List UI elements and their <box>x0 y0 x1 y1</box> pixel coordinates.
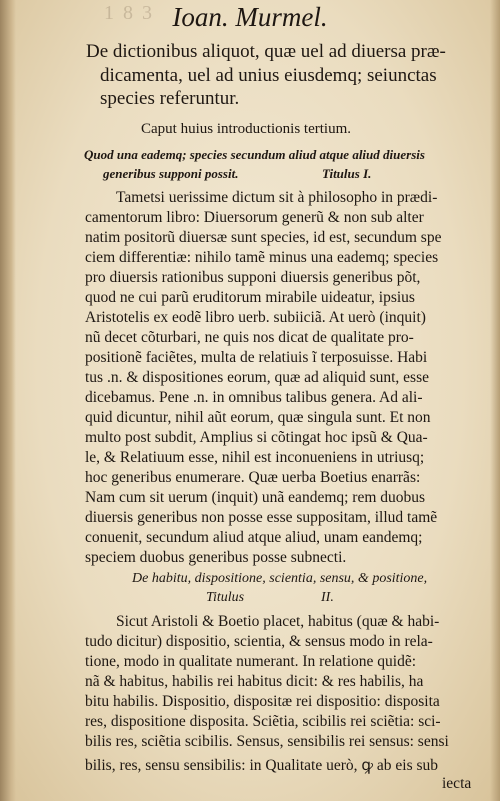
catchword: iecta <box>442 775 472 792</box>
intro-line: De dictionibus aliquot, quæ uel ad diuersa præ- <box>86 41 446 62</box>
intro-line: species referuntur. <box>100 88 240 109</box>
body-line: Aristotelis ex eodẽ libro uerb. subiiciã. At uerò (inquit) <box>85 309 426 326</box>
body-line: natim positorũ diuersæ sunt species, id est, secundum spe <box>85 229 442 246</box>
chapter-heading: Caput huius introductionis tertium. <box>141 121 351 137</box>
body-line: multo post subdit, Amplius si cõtingat hoc ipsũ & Qua- <box>85 429 428 446</box>
running-header: Ioan. Murmel. <box>172 2 328 32</box>
section-title: Titulus <box>206 590 245 605</box>
body-line: bilis, res, sensu sensibilis: in Qualitate uerò, ꝙ ab eis sub <box>85 757 439 774</box>
body-line: Nam cum sit uerum (inquit) unã eandemq; rem duobus <box>85 489 426 506</box>
body-line: nã & habitus, habilis rei habitus dicit: & res habilis, ha <box>85 673 424 690</box>
body-line: le, & Relatiuum esse, nihil est inconueniens in utriusq; <box>85 449 425 466</box>
body-line: tus .n. & dispositiones eorum, quæ ad aliquid sunt, esse <box>85 369 429 386</box>
body-line: res, dispositione disposita. Sciẽtia, scibilis rei sciẽtia: sci- <box>85 713 441 730</box>
body-line: bitu habilis. Dispositio, dispositæ rei dispositio: disposita <box>85 693 440 710</box>
body-line: speciem duobus generibus posse subnecti. <box>85 549 347 566</box>
body-line: Tametsi uerissime dictum sit à philosopho in prædi- <box>116 189 438 206</box>
body-line: dicebamus. Pene .n. in omnibus talibus genera. Ad ali- <box>85 389 423 406</box>
section-title: De habitu, dispositione, scientia, sensu, & positione, <box>132 571 428 586</box>
body-line: nũ decet cõturbari, ne quis nos dicat de qualitate pro- <box>85 329 414 346</box>
section-title: generibus supponi possit. <box>103 166 239 181</box>
body-line: diuersis generibus non posse esse suppositam, illud tamẽ <box>85 509 438 526</box>
body-line: quod ne cui parũ eruditorum mirabile uideatur, ipsius <box>85 289 415 306</box>
section-number: Titulus I. <box>322 166 372 181</box>
section-title: Quod una eademq; species secundum aliud atque aliud diuersis <box>84 147 425 162</box>
body-line: positionẽ faciẽtes, multa de relatiuis ĩ terposuisse. Habi <box>85 349 428 366</box>
body-line: quid dicuntur, nihil aũt eorum, quæ singula sunt. Et non <box>85 409 431 426</box>
body-line: ciem differentiæ: nihilo tamẽ minus una eademq; species <box>85 249 439 266</box>
show-through-page-number: 1 8 3 <box>104 2 154 24</box>
body-line: Sicut Aristoli & Boetio placet, habitus (quæ & habi- <box>116 613 440 630</box>
body-line: conuenit, secundum aliud atque aliud, unam eandemq; <box>85 529 423 546</box>
body-line: tione, modo in qualitate numerant. In relatione quidẽ: <box>85 653 417 670</box>
body-line: tudo dicitur) dispositio, scientia, & sensus modo in rela- <box>85 633 433 650</box>
intro-line: dicamenta, uel ad unius eiusdemq; seiunctas <box>100 65 437 86</box>
body-line: pro diuersis rationibus supponi diuersis generibus põt, <box>85 269 421 286</box>
body-line: bilis res, sciẽtia scibilis. Sensus, sensibilis rei sensus: sensi <box>85 733 449 750</box>
body-line: hoc generibus enumerare. Quæ uerba Boetius enarrãs: <box>85 469 421 486</box>
body-line: camentorum libro: Diuersorum generũ & non sub alter <box>85 209 424 226</box>
section-number: II. <box>321 590 334 605</box>
page-edge-shadow <box>490 0 500 801</box>
page-gutter-shadow <box>0 0 16 801</box>
